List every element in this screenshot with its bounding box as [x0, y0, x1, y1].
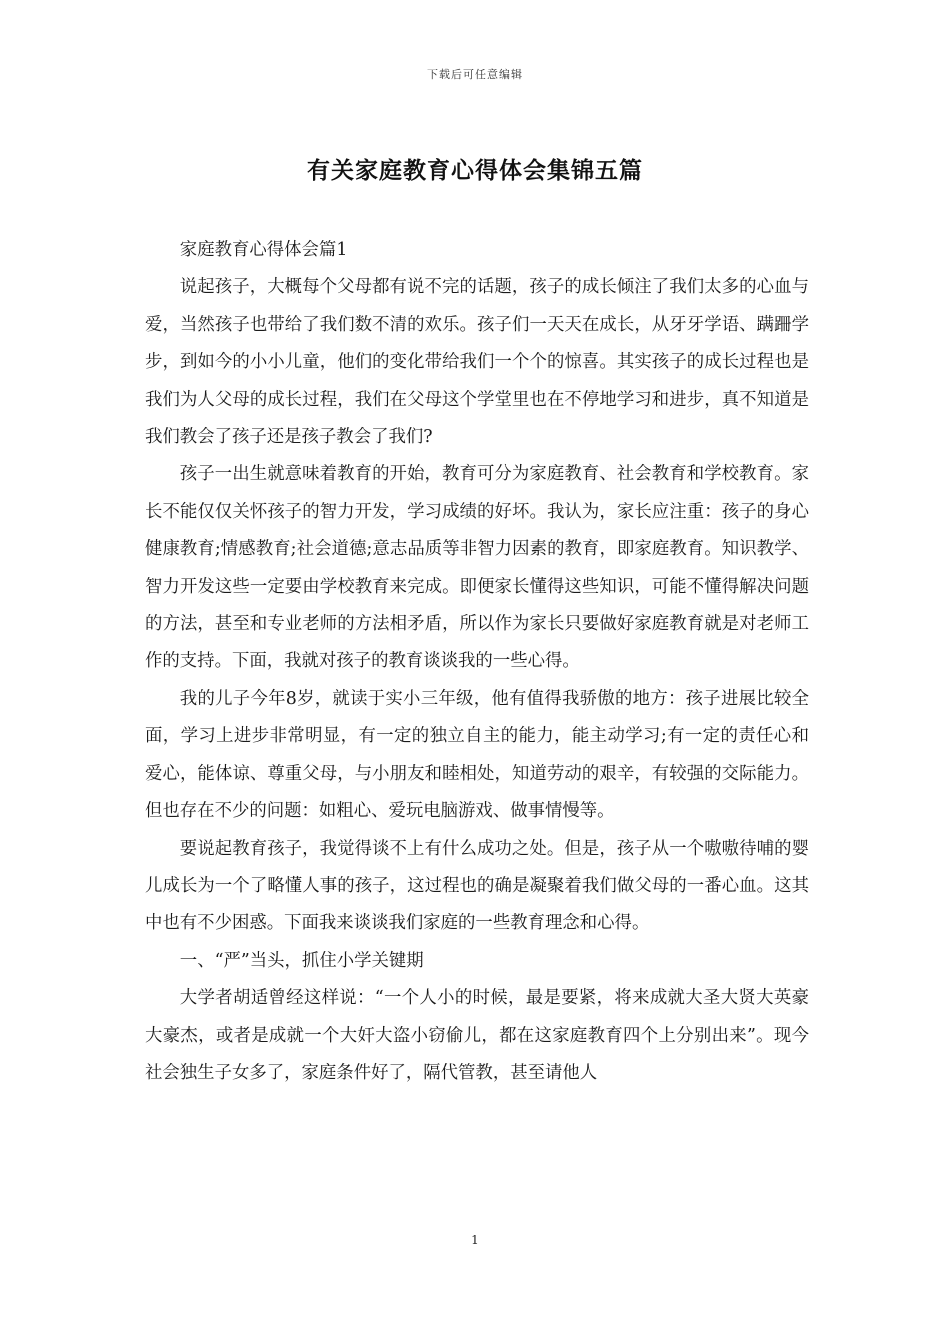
subheading: 一、“严”当头，抓住小学关键期 [179, 950, 424, 971]
document-body [145, 232, 809, 1092]
paragraph: 我的儿子今年8岁，就读于实小三年级，他有值得我骄傲的地方：孩子进展比较全面，学习上进步非常明显，有一定的独立自主的能力，能主动学习;有一定的责任心和爱心，能体谅、尊重父母，与小朋友和睦相处，知道劳动的艰辛，有较强的交际能力。但也存在不少的问题：如粗心、爱玩电脑游戏、做事情慢等。 [145, 688, 809, 822]
paragraph: 大学者胡适曾经这样说：“一个人小的时候，最是要紧，将来成就大圣大贤大英豪大豪杰，或者是成就一个大奸大盗小窃偷儿，都在这家庭教育四个上分别出来”。现今社会独生子女多了，家庭条件好了，隔代管教，甚至请他人 [145, 988, 809, 1083]
paragraph: 说起孩子，大概每个父母都有说不完的话题，孩子的成长倾注了我们太多的心血与爱，当然孩子也带给了我们数不清的欢乐。孩子们一天天在成长，从牙牙学语、蹒跚学步，到如今的小小儿童，他们的变化带给我们一个个的惊喜。其实孩子的成长过程也是我们为人父母的成长过程，我们在父母这个学堂里也在不停地学习和进步，真不知道是我们教会了孩子还是孩子教会了我们? [145, 277, 809, 448]
document-title: 有关家庭教育心得体会集锦五篇 [307, 157, 643, 184]
section-heading: 家庭教育心得体会篇1 [179, 240, 348, 260]
page-header: 下载后可任意编辑 [427, 68, 523, 81]
page-number: 1 [471, 1233, 479, 1247]
paragraph: 孩子一出生就意味着教育的开始，教育可分为家庭教育、社会教育和学校教育。家长不能仅仅关怀孩子的智力开发，学习成绩的好坏。我认为，家长应注重：孩子的身心健康教育;情感教育;社会道德;意志品质等非智力因素的教育，即家庭教育。知识教学、智力开发这些一定要由学校教育来完成。即便家长懂得这些知识，可能不懂得解决问题的方法，甚至和专业老师的方法相矛盾，所以作为家长只要做好家庭教育就是对老师工作的支持。下面，我就对孩子的教育谈谈我的一些心得。 [145, 464, 809, 672]
paragraph: 要说起教育孩子，我觉得谈不上有什么成功之处。但是，孩子从一个嗷嗷待哺的婴儿成长为一个了略懂人事的孩子，这过程也的确是凝聚着我们做父母的一番心血。这其中也有不少困惑。下面我来谈谈我们家庭的一些教育理念和心得。 [145, 838, 809, 934]
